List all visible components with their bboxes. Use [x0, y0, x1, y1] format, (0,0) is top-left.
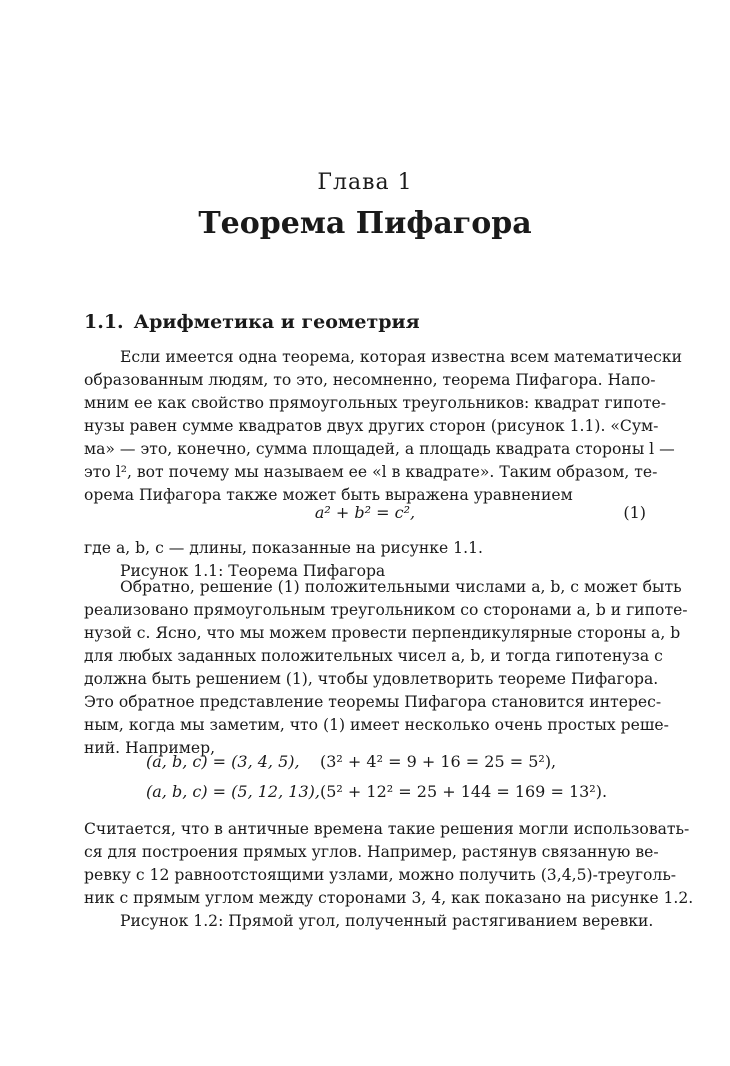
paragraph-line: образованным людям, то это, несомненно, теорема Пифагора. Напо- [84, 371, 656, 389]
paragraph-line: нузой c. Ясно, что мы можем провести перпендикулярные стороны a, b [84, 624, 681, 642]
chapter-title: Теорема Пифагора [198, 206, 532, 241]
paragraph-line: Это обратное представление теоремы Пифагора становится интерес- [84, 693, 662, 711]
figure-1-caption: Рисунок 1.1: Теорема Пифагора [120, 562, 386, 580]
paragraph-line: ревку с 12 равноотстоящими узлами, можно получить (3,4,5)-треуголь- [84, 866, 677, 884]
paragraph-line: Считается, что в античные времена такие решения могли использовать- [84, 820, 690, 838]
paragraph-4 [84, 818, 694, 933]
paragraph-line: ся для построения прямых углов. Например, растянув связанную ве- [84, 843, 659, 861]
chapter-label: Глава 1 [317, 170, 413, 195]
section-number: 1.1. [84, 311, 124, 333]
equation-formula: a² + b² = c², [314, 503, 416, 522]
equation-number: (1) [623, 503, 646, 522]
example-row-1 [146, 752, 557, 771]
paragraph-line: где a, b, c — длины, показанные на рисунке 1.1. [84, 539, 483, 557]
paragraph-line: нузы равен сумме квадратов двух других сторон (рисунок 1.1). «Сум- [84, 417, 659, 435]
section-heading [84, 311, 420, 333]
example-row-2 [146, 782, 608, 801]
paragraph-line: ным, когда мы заметим, что (1) имеет несколько очень простых реше- [84, 716, 669, 734]
paragraph-line: Если имеется одна теорема, которая известна всем математически [120, 348, 683, 366]
example-left: (a, b, c) = (3, 4, 5), [146, 752, 300, 771]
paragraph-line: орема Пифагора также может быть выражена уравнением [84, 486, 573, 504]
example-right: (3² + 4² = 9 + 16 = 25 = 5²), [320, 752, 557, 771]
paragraph-line: ний. Например, [84, 739, 216, 757]
paragraph-line: это l², вот почему мы называем ее «l в квадрате». Таким образом, те- [84, 463, 658, 481]
paragraph-line: ма» — это, конечно, сумма площадей, а площадь квадрата стороны l — [84, 440, 675, 458]
figure-2-caption: Рисунок 1.2: Прямой угол, полученный растягиванием веревки. [120, 912, 654, 930]
paragraph-line: для любых заданных положительных чисел a, b, и тогда гипотенуза c [84, 647, 663, 665]
paragraph-3 [84, 576, 688, 760]
paragraph-line: мним ее как свойство прямоугольных треугольников: квадрат гипоте- [84, 394, 666, 412]
example-right: (5² + 12² = 25 + 144 = 169 = 13²). [320, 782, 608, 801]
section-title: Арифметика и геометрия [133, 311, 420, 333]
paragraph-line: Обратно, решение (1) положительными числами a, b, c может быть [120, 578, 682, 596]
paragraph-line: должна быть решением (1), чтобы удовлетворить теореме Пифагора. [84, 670, 659, 688]
paragraph-line: ник с прямым углом между сторонами 3, 4, как показано на рисунке 1.2. [84, 889, 694, 907]
paragraph-line: реализовано прямоугольным треугольником со сторонами a, b и гипоте- [84, 601, 688, 619]
example-left: (a, b, c) = (5, 12, 13), [146, 782, 320, 801]
paragraph-1 [84, 346, 683, 507]
